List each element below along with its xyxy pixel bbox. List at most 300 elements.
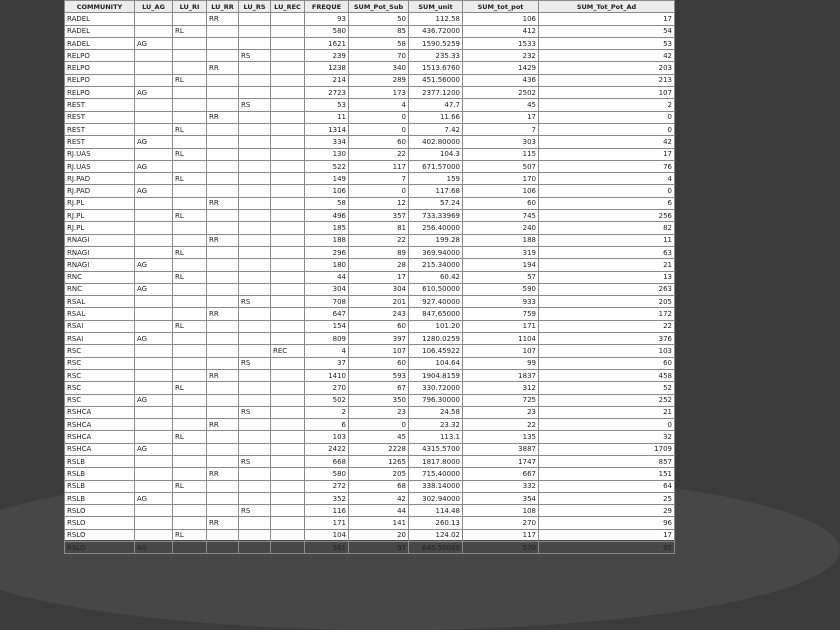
table-cell[interactable]: 647 — [305, 308, 349, 320]
table-cell[interactable]: 141 — [349, 517, 409, 529]
column-header[interactable]: LU_AG — [135, 1, 173, 13]
table-cell[interactable]: RL — [173, 480, 207, 492]
table-cell[interactable]: 7 — [349, 173, 409, 185]
table-cell[interactable] — [239, 173, 271, 185]
table-cell[interactable]: RSLO — [65, 517, 135, 529]
table-cell[interactable]: RR — [207, 13, 239, 25]
table-cell[interactable] — [271, 173, 305, 185]
table-cell[interactable] — [135, 271, 173, 283]
table-cell[interactable]: 1904.8159 — [409, 369, 463, 381]
table-cell[interactable]: 7 — [463, 123, 539, 135]
table-cell[interactable]: 57 — [463, 271, 539, 283]
table-cell[interactable]: AG — [135, 87, 173, 99]
table-cell[interactable]: 96 — [539, 517, 675, 529]
table-cell[interactable] — [173, 492, 207, 504]
table-cell[interactable]: RSC — [65, 369, 135, 381]
table-cell[interactable]: RS — [239, 357, 271, 369]
table-cell[interactable]: 17 — [349, 271, 409, 283]
table-cell[interactable] — [239, 369, 271, 381]
table-cell[interactable]: 64 — [539, 480, 675, 492]
table-cell[interactable]: RSC — [65, 382, 135, 394]
table-cell[interactable]: RJ.PAD — [65, 185, 135, 197]
table-cell[interactable] — [271, 431, 305, 443]
table-cell[interactable]: 303 — [463, 136, 539, 148]
table-cell[interactable] — [271, 259, 305, 271]
table-cell[interactable]: 671.57000 — [409, 160, 463, 172]
table-cell[interactable] — [207, 173, 239, 185]
table-cell[interactable]: 89 — [349, 246, 409, 258]
table-cell[interactable]: 115 — [463, 148, 539, 160]
table-cell[interactable]: 97 — [349, 542, 409, 554]
table-cell[interactable]: 6 — [305, 419, 349, 431]
table-cell[interactable]: 340 — [349, 62, 409, 74]
column-header[interactable]: SUM_Pot_Sub — [349, 1, 409, 13]
table-cell[interactable]: 180 — [305, 259, 349, 271]
table-cell[interactable] — [207, 136, 239, 148]
table-cell[interactable]: 1709 — [539, 443, 675, 455]
table-cell[interactable] — [135, 222, 173, 234]
table-cell[interactable] — [271, 160, 305, 172]
table-cell[interactable]: 11 — [539, 234, 675, 246]
table-cell[interactable] — [207, 222, 239, 234]
table-cell[interactable] — [271, 62, 305, 74]
table-cell[interactable] — [207, 50, 239, 62]
table-cell[interactable] — [135, 197, 173, 209]
table-cell[interactable]: 927.40000 — [409, 296, 463, 308]
table-cell[interactable] — [239, 431, 271, 443]
table-cell[interactable] — [207, 492, 239, 504]
table-cell[interactable] — [271, 406, 305, 418]
table-cell[interactable]: 203 — [539, 62, 675, 74]
table-cell[interactable]: RSAL — [65, 296, 135, 308]
table-cell[interactable] — [239, 197, 271, 209]
table-cell[interactable] — [271, 492, 305, 504]
table-cell[interactable] — [271, 357, 305, 369]
table-cell[interactable]: 4 — [305, 345, 349, 357]
table-cell[interactable]: RL — [173, 148, 207, 160]
table-cell[interactable]: 21 — [539, 406, 675, 418]
table-cell[interactable]: 235.33 — [409, 50, 463, 62]
table-cell[interactable] — [135, 357, 173, 369]
table-cell[interactable]: RSLB — [65, 492, 135, 504]
column-header[interactable]: SUM_Tot_Pot_Ad — [539, 1, 675, 13]
table-cell[interactable] — [173, 259, 207, 271]
table-cell[interactable] — [239, 419, 271, 431]
table-cell[interactable] — [207, 542, 239, 554]
table-cell[interactable]: 44 — [305, 271, 349, 283]
table-cell[interactable] — [239, 271, 271, 283]
table-cell[interactable]: 22 — [349, 148, 409, 160]
table-cell[interactable] — [207, 185, 239, 197]
table-cell[interactable]: RL — [173, 210, 207, 222]
table-cell[interactable]: RSC — [65, 357, 135, 369]
table-cell[interactable]: RR — [207, 234, 239, 246]
table-cell[interactable] — [207, 443, 239, 455]
table-cell[interactable] — [135, 148, 173, 160]
table-cell[interactable] — [135, 308, 173, 320]
table-cell[interactable] — [173, 13, 207, 25]
table-cell[interactable]: 213 — [539, 74, 675, 86]
table-cell[interactable] — [135, 369, 173, 381]
table-cell[interactable]: 272 — [305, 480, 349, 492]
table-cell[interactable]: 13 — [539, 271, 675, 283]
table-cell[interactable]: 188 — [305, 234, 349, 246]
table-cell[interactable] — [271, 136, 305, 148]
table-cell[interactable] — [239, 468, 271, 480]
table-cell[interactable]: RS — [239, 296, 271, 308]
table-cell[interactable]: 2502 — [463, 87, 539, 99]
table-cell[interactable]: 0 — [349, 419, 409, 431]
table-cell[interactable] — [271, 333, 305, 345]
table-cell[interactable]: RELPO — [65, 74, 135, 86]
table-cell[interactable]: 106 — [463, 13, 539, 25]
table-cell[interactable] — [239, 25, 271, 37]
table-cell[interactable] — [239, 542, 271, 554]
table-cell[interactable]: 24.58 — [409, 406, 463, 418]
table-cell[interactable]: RR — [207, 62, 239, 74]
table-cell[interactable]: 45 — [349, 431, 409, 443]
table-cell[interactable]: 1410 — [305, 369, 349, 381]
table-cell[interactable]: RNC — [65, 271, 135, 283]
table-cell[interactable] — [207, 246, 239, 258]
table-cell[interactable]: RSLB — [65, 455, 135, 467]
table-cell[interactable] — [271, 308, 305, 320]
table-cell[interactable] — [239, 160, 271, 172]
table-cell[interactable]: 561 — [305, 542, 349, 554]
table-cell[interactable]: RR — [207, 111, 239, 123]
table-cell[interactable]: 436.72000 — [409, 25, 463, 37]
table-cell[interactable]: AG — [135, 185, 173, 197]
table-cell[interactable]: RSAI — [65, 320, 135, 332]
table-cell[interactable] — [207, 259, 239, 271]
table-cell[interactable] — [207, 333, 239, 345]
table-cell[interactable]: 37 — [305, 357, 349, 369]
table-cell[interactable]: RADEL — [65, 25, 135, 37]
table-cell[interactable]: 256 — [539, 210, 675, 222]
table-cell[interactable] — [239, 185, 271, 197]
table-cell[interactable]: RELPO — [65, 50, 135, 62]
table-cell[interactable]: 334 — [305, 136, 349, 148]
table-cell[interactable] — [239, 517, 271, 529]
table-cell[interactable] — [239, 234, 271, 246]
table-cell[interactable] — [239, 246, 271, 258]
table-cell[interactable] — [271, 210, 305, 222]
table-cell[interactable] — [271, 529, 305, 541]
table-cell[interactable]: 357 — [349, 210, 409, 222]
table-cell[interactable]: 85 — [349, 25, 409, 37]
table-cell[interactable] — [207, 25, 239, 37]
table-cell[interactable]: REST — [65, 136, 135, 148]
table-cell[interactable]: 101.20 — [409, 320, 463, 332]
table-cell[interactable] — [173, 136, 207, 148]
table-cell[interactable] — [271, 505, 305, 517]
table-cell[interactable] — [239, 111, 271, 123]
table-cell[interactable]: RSLO — [65, 529, 135, 541]
table-cell[interactable]: RS — [239, 406, 271, 418]
table-cell[interactable]: 67 — [349, 382, 409, 394]
table-cell[interactable]: 151 — [539, 468, 675, 480]
table-cell[interactable]: 199.28 — [409, 234, 463, 246]
table-cell[interactable]: RR — [207, 517, 239, 529]
table-cell[interactable] — [135, 480, 173, 492]
table-cell[interactable]: 114.48 — [409, 505, 463, 517]
table-cell[interactable]: 106 — [463, 185, 539, 197]
table-cell[interactable]: 354 — [463, 492, 539, 504]
table-cell[interactable]: 106.45922 — [409, 345, 463, 357]
table-cell[interactable]: RL — [173, 25, 207, 37]
table-cell[interactable]: RSLB — [65, 468, 135, 480]
table-cell[interactable]: 117 — [349, 160, 409, 172]
table-cell[interactable] — [271, 271, 305, 283]
table-cell[interactable] — [239, 492, 271, 504]
table-cell[interactable]: 154 — [305, 320, 349, 332]
table-cell[interactable]: RSAI — [65, 333, 135, 345]
table-cell[interactable] — [239, 345, 271, 357]
table-cell[interactable]: RSLB — [65, 480, 135, 492]
column-header[interactable]: FREQUE — [305, 1, 349, 13]
table-cell[interactable] — [207, 271, 239, 283]
table-cell[interactable]: 17 — [539, 529, 675, 541]
table-cell[interactable]: 92 — [539, 542, 675, 554]
table-cell[interactable]: 4 — [539, 173, 675, 185]
table-cell[interactable] — [207, 160, 239, 172]
table-cell[interactable] — [173, 406, 207, 418]
table-cell[interactable]: 933 — [463, 296, 539, 308]
table-cell[interactable]: 1265 — [349, 455, 409, 467]
table-cell[interactable]: 759 — [463, 308, 539, 320]
table-cell[interactable]: 1513.6760 — [409, 62, 463, 74]
table-cell[interactable]: 2422 — [305, 443, 349, 455]
table-cell[interactable] — [135, 246, 173, 258]
table-cell[interactable]: 0 — [349, 111, 409, 123]
table-cell[interactable] — [207, 382, 239, 394]
table-cell[interactable]: 570 — [463, 542, 539, 554]
table-cell[interactable]: AG — [135, 394, 173, 406]
table-cell[interactable]: 522 — [305, 160, 349, 172]
table-cell[interactable]: 725 — [463, 394, 539, 406]
table-cell[interactable]: REST — [65, 99, 135, 111]
table-cell[interactable]: 352 — [305, 492, 349, 504]
table-cell[interactable] — [271, 394, 305, 406]
table-cell[interactable] — [239, 13, 271, 25]
table-cell[interactable] — [207, 296, 239, 308]
table-cell[interactable]: 58 — [349, 37, 409, 49]
table-cell[interactable] — [271, 185, 305, 197]
table-cell[interactable] — [239, 443, 271, 455]
table-cell[interactable]: 4 — [349, 99, 409, 111]
table-cell[interactable] — [135, 529, 173, 541]
table-cell[interactable]: 25 — [539, 492, 675, 504]
table-cell[interactable] — [271, 50, 305, 62]
table-cell[interactable]: 22 — [463, 419, 539, 431]
table-cell[interactable]: REST — [65, 123, 135, 135]
table-cell[interactable] — [271, 74, 305, 86]
table-cell[interactable]: 103 — [305, 431, 349, 443]
table-cell[interactable] — [135, 99, 173, 111]
table-cell[interactable]: 1837 — [463, 369, 539, 381]
table-cell[interactable] — [239, 136, 271, 148]
table-cell[interactable]: 53 — [305, 99, 349, 111]
table-cell[interactable] — [271, 123, 305, 135]
table-cell[interactable]: 733.33969 — [409, 210, 463, 222]
table-cell[interactable] — [207, 455, 239, 467]
table-cell[interactable]: RL — [173, 320, 207, 332]
table-cell[interactable] — [135, 50, 173, 62]
table-cell[interactable] — [173, 419, 207, 431]
table-cell[interactable] — [173, 197, 207, 209]
table-cell[interactable]: 93 — [305, 13, 349, 25]
table-cell[interactable]: AG — [135, 37, 173, 49]
table-cell[interactable] — [135, 345, 173, 357]
table-cell[interactable]: 185 — [305, 222, 349, 234]
table-cell[interactable]: RS — [239, 455, 271, 467]
table-cell[interactable] — [271, 517, 305, 529]
table-cell[interactable]: 135 — [463, 431, 539, 443]
table-cell[interactable]: 159 — [409, 173, 463, 185]
table-cell[interactable] — [173, 62, 207, 74]
table-cell[interactable]: 201 — [349, 296, 409, 308]
table-cell[interactable]: 580 — [305, 25, 349, 37]
table-cell[interactable] — [271, 455, 305, 467]
table-cell[interactable]: RJ.PL — [65, 210, 135, 222]
table-cell[interactable]: 117.68 — [409, 185, 463, 197]
table-cell[interactable] — [173, 222, 207, 234]
table-cell[interactable] — [173, 357, 207, 369]
table-cell[interactable]: 1533 — [463, 37, 539, 49]
table-cell[interactable] — [271, 87, 305, 99]
table-cell[interactable]: 240 — [463, 222, 539, 234]
table-cell[interactable] — [135, 320, 173, 332]
table-cell[interactable] — [271, 222, 305, 234]
table-cell[interactable]: RL — [173, 123, 207, 135]
table-cell[interactable]: 215.34000 — [409, 259, 463, 271]
table-cell[interactable]: 745 — [463, 210, 539, 222]
table-cell[interactable] — [173, 296, 207, 308]
table-cell[interactable] — [135, 382, 173, 394]
table-cell[interactable]: 81 — [349, 222, 409, 234]
table-cell[interactable] — [207, 99, 239, 111]
table-cell[interactable]: 194 — [463, 259, 539, 271]
table-cell[interactable] — [173, 111, 207, 123]
table-cell[interactable] — [239, 259, 271, 271]
table-cell[interactable]: 6 — [539, 197, 675, 209]
table-cell[interactable]: 47.7 — [409, 99, 463, 111]
table-cell[interactable] — [173, 468, 207, 480]
table-cell[interactable]: 57.24 — [409, 197, 463, 209]
table-cell[interactable] — [135, 173, 173, 185]
table-cell[interactable] — [271, 13, 305, 25]
table-cell[interactable]: 304 — [305, 283, 349, 295]
table-cell[interactable] — [207, 357, 239, 369]
table-cell[interactable]: RJ.PL — [65, 197, 135, 209]
table-cell[interactable]: 32 — [539, 431, 675, 443]
table-cell[interactable]: RR — [207, 308, 239, 320]
table-cell[interactable]: 108 — [463, 505, 539, 517]
table-cell[interactable] — [239, 37, 271, 49]
table-cell[interactable] — [135, 13, 173, 25]
table-cell[interactable]: RJ.UAS — [65, 160, 135, 172]
table-cell[interactable]: RADEL — [65, 37, 135, 49]
table-cell[interactable]: RSLO — [65, 505, 135, 517]
table-cell[interactable]: RELPO — [65, 87, 135, 99]
table-cell[interactable] — [173, 333, 207, 345]
table-cell[interactable]: 667 — [463, 468, 539, 480]
table-cell[interactable]: RNAGI — [65, 259, 135, 271]
table-cell[interactable] — [239, 283, 271, 295]
table-cell[interactable]: 2228 — [349, 443, 409, 455]
table-cell[interactable] — [135, 406, 173, 418]
table-cell[interactable] — [271, 443, 305, 455]
table-cell[interactable]: RSC — [65, 394, 135, 406]
table-cell[interactable]: 1747 — [463, 455, 539, 467]
table-cell[interactable] — [135, 455, 173, 467]
table-cell[interactable] — [271, 382, 305, 394]
table-cell[interactable] — [239, 529, 271, 541]
table-cell[interactable] — [173, 455, 207, 467]
table-cell[interactable]: 60 — [539, 357, 675, 369]
table-cell[interactable] — [207, 87, 239, 99]
table-cell[interactable] — [173, 345, 207, 357]
table-cell[interactable] — [135, 468, 173, 480]
table-cell[interactable] — [173, 517, 207, 529]
table-cell[interactable] — [135, 62, 173, 74]
table-cell[interactable]: 44 — [349, 505, 409, 517]
table-cell[interactable] — [173, 542, 207, 554]
table-cell[interactable]: 330.72000 — [409, 382, 463, 394]
table-cell[interactable]: RJ.PAD — [65, 173, 135, 185]
table-cell[interactable]: AG — [135, 136, 173, 148]
table-cell[interactable]: 847.65000 — [409, 308, 463, 320]
table-cell[interactable]: 60 — [463, 197, 539, 209]
table-cell[interactable]: 2723 — [305, 87, 349, 99]
table-cell[interactable]: 107 — [463, 345, 539, 357]
table-cell[interactable]: AG — [135, 283, 173, 295]
table-cell[interactable]: RSHCA — [65, 406, 135, 418]
table-cell[interactable]: 22 — [349, 234, 409, 246]
table-cell[interactable]: RJ.UAS — [65, 148, 135, 160]
table-cell[interactable]: 23.32 — [409, 419, 463, 431]
table-cell[interactable]: RSAL — [65, 308, 135, 320]
table-cell[interactable]: AG — [135, 333, 173, 345]
table-cell[interactable] — [135, 111, 173, 123]
table-cell[interactable]: 668 — [305, 455, 349, 467]
table-cell[interactable] — [207, 394, 239, 406]
table-cell[interactable]: 63 — [539, 246, 675, 258]
table-cell[interactable]: 256.40000 — [409, 222, 463, 234]
table-cell[interactable]: 252 — [539, 394, 675, 406]
table-cell[interactable]: 28 — [349, 259, 409, 271]
table-cell[interactable] — [271, 234, 305, 246]
table-cell[interactable]: 1590.5259 — [409, 37, 463, 49]
table-cell[interactable]: RSHCA — [65, 443, 135, 455]
table-cell[interactable]: 107 — [539, 87, 675, 99]
column-header[interactable]: SUM_unit — [409, 1, 463, 13]
table-cell[interactable] — [207, 320, 239, 332]
table-cell[interactable] — [239, 480, 271, 492]
table-cell[interactable] — [207, 431, 239, 443]
table-cell[interactable] — [173, 37, 207, 49]
table-cell[interactable]: 304 — [349, 283, 409, 295]
table-cell[interactable]: 397 — [349, 333, 409, 345]
table-cell[interactable]: 103 — [539, 345, 675, 357]
table-cell[interactable] — [173, 50, 207, 62]
table-cell[interactable] — [135, 123, 173, 135]
table-cell[interactable]: 645.50000 — [409, 542, 463, 554]
table-cell[interactable]: RL — [173, 431, 207, 443]
table-cell[interactable]: 302.94000 — [409, 492, 463, 504]
table-cell[interactable] — [271, 480, 305, 492]
table-cell[interactable]: 593 — [349, 369, 409, 381]
